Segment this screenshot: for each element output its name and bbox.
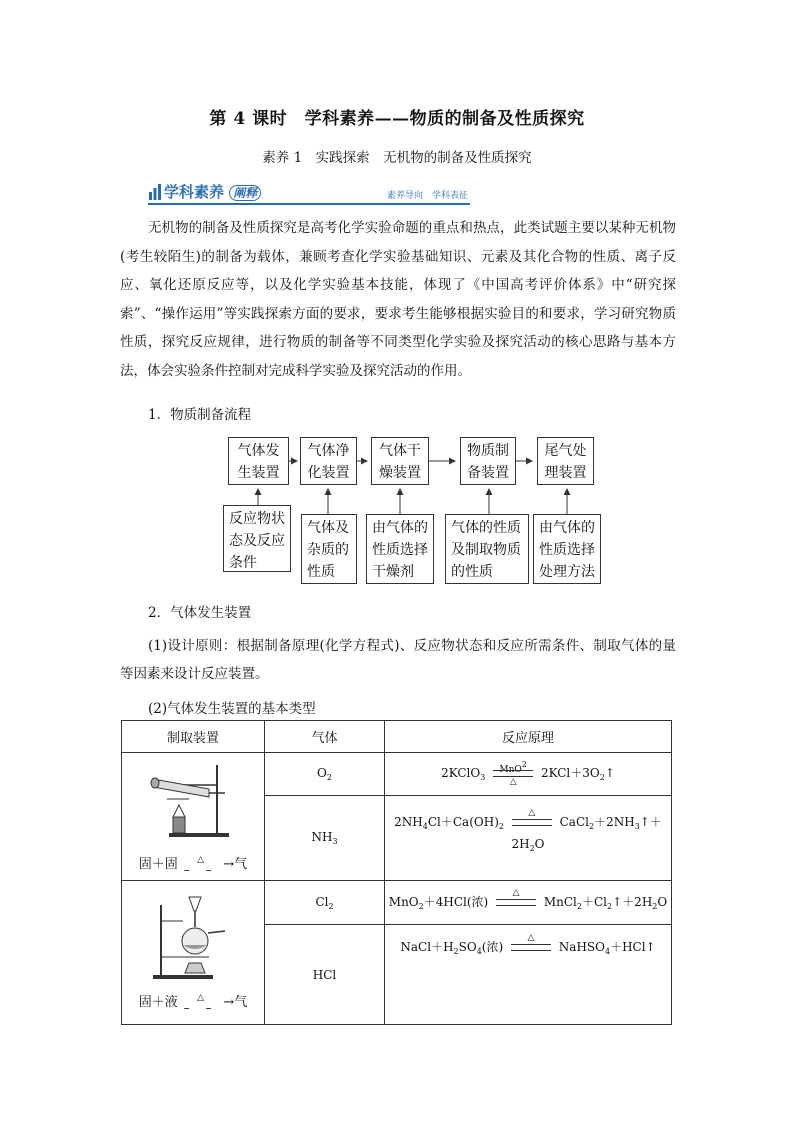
reaction-o2: 2KClO$_3$ MnO2 △ $2KCl+3O_2↑$ [385, 753, 672, 796]
header-apparatus: 制取装置 [122, 721, 265, 753]
section-heading-gas-generator: 2．气体发生装置 [148, 605, 252, 621]
banner-badge: 阐释 [229, 185, 261, 201]
header-gas: 气体 [265, 721, 385, 753]
flow-step-gas-generation: 气体发生装置 [228, 437, 289, 485]
banner-divider [148, 203, 470, 205]
reaction-nh3: $2NH_4Cl+Ca(OH)_2$ △ $CaCl_2+2NH_3↑+2H_2O$ [385, 795, 672, 880]
types-heading: (2)气体发生装置的基本类型 [148, 701, 316, 717]
flow-step-tail-gas-treatment: 尾气处理装置 [537, 437, 594, 485]
bar-chart-icon [148, 183, 162, 201]
intro-paragraph: 无机物的制备及性质探究是高考化学实验命题的重点和热点，此类试题主要以某种无机物(考生较陌生)的制备为载体，兼顾考查化学实验基础知识、元素及其化合物的性质、离子反应、氧化还原反应等，以及化学实验基本技能，体现了《中国高考评价体系》中“研究探索”、“操作运用”等实践探索方面的要求，要求考生能够根据实验目的和要求，学习研究物质性质，探究反应规律，进行物质的制备等不同类型化学实验及探究活动的核心思路与基本方法，体会实验条件控制对完成科学实验及探究活动的作用。 [120, 220, 676, 379]
section-heading-preparation-flow: 1．物质制备流程 [148, 407, 252, 423]
flow-note-product-properties: 气体的性质及制取物质的性质 [445, 514, 529, 584]
flow-step-gas-purification: 气体净化装置 [300, 437, 357, 485]
reaction-cl2: MnO$_2$＋4HCl(浓) △ $MnCl_2+Cl_2↑+2H_2O$ [385, 881, 672, 925]
gas-generator-table [121, 720, 672, 1025]
flow-step-product-preparation: 物质制备装置 [460, 437, 516, 485]
apparatus-solid-liquid [122, 881, 265, 1025]
flow-step-gas-drying: 气体干燥装置 [371, 437, 429, 485]
page-title: 第 4 课时 学科素养——物质的制备及性质探究 [209, 109, 585, 129]
caption-solid-liquid: 固＋液 △ – – →气 [138, 993, 248, 1015]
gas-nh3: $NH_3$ [265, 795, 385, 880]
flow-note-reactant-state: 反应物状态及反应条件 [223, 505, 291, 572]
banner-title: 学科素养 阐释 [164, 181, 261, 202]
solid-solid-apparatus-icon [133, 757, 253, 847]
header-principle: 反应原理 [385, 721, 672, 753]
flow-note-treatment-method: 由气体的性质选择处理方法 [533, 514, 601, 584]
solid-liquid-apparatus-icon [133, 891, 253, 989]
page-subtitle: 素养 1 实践探索 无机物的制备及性质探究 [262, 150, 532, 166]
gas-hcl: HCl [265, 925, 385, 1025]
reaction-hcl: $NaCl+H_2SO_4$(浓) △ NaHSO$_4$＋HCl↑ [385, 925, 672, 1025]
caption-solid-solid: 固＋固 △ – – →气 [138, 855, 248, 877]
gas-cl2: $Cl_2$ [265, 881, 385, 925]
section-banner [148, 181, 470, 205]
banner-subtitle: 素养导向 学科表征 [386, 191, 468, 201]
gas-o2: $O_2$ [265, 753, 385, 796]
apparatus-solid-solid [122, 753, 265, 881]
flow-note-drying-agent: 由气体的性质选择干燥剂 [366, 514, 434, 584]
design-principle: (1)设计原则：根据制备原理(化学方程式)、反应物状态和反应所需条件、制取气体的量等因素来设计反应装置。 [120, 638, 676, 682]
flow-note-gas-impurity: 气体及杂质的性质 [301, 514, 357, 584]
